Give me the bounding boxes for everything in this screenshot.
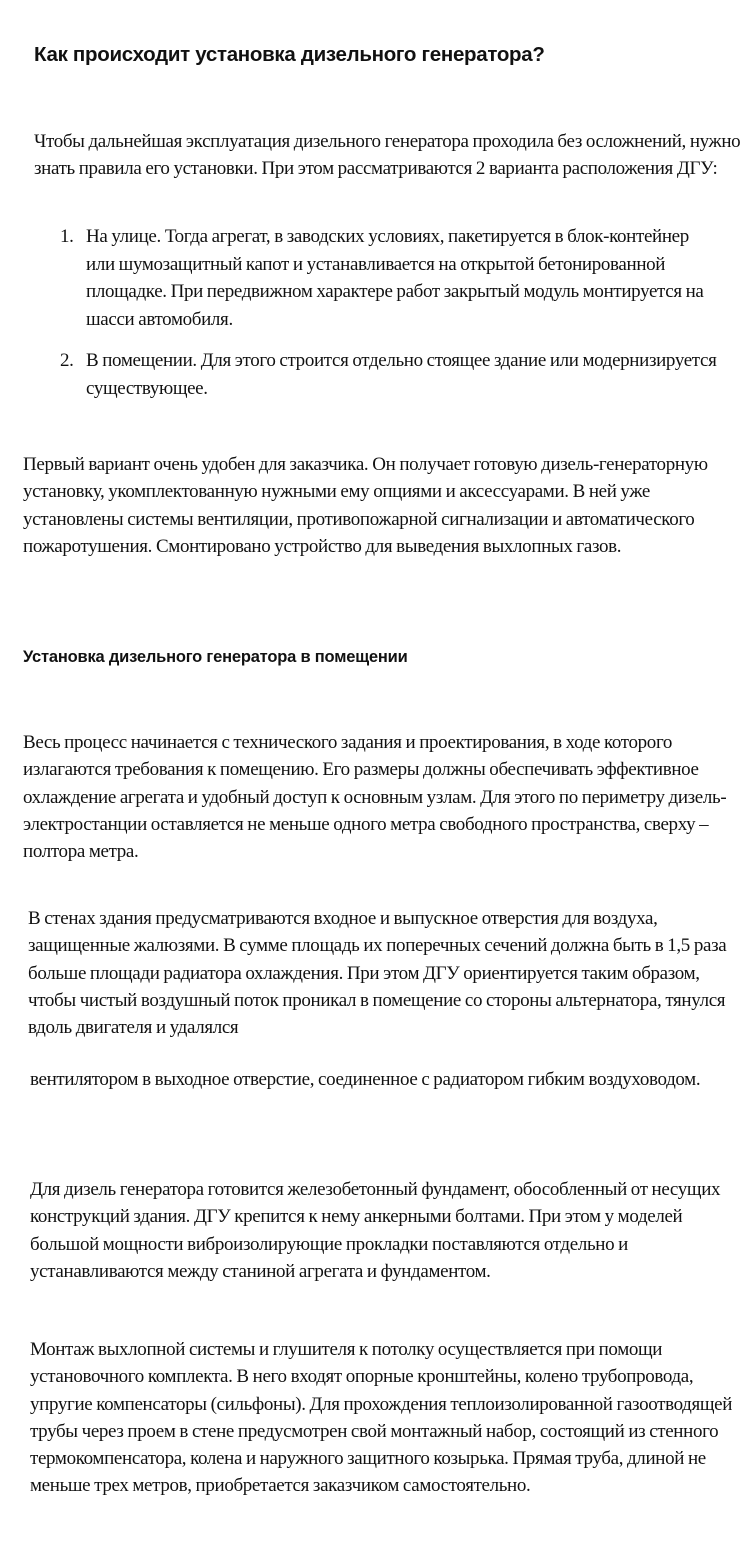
list-item-number: 1. <box>60 226 74 247</box>
list-item-text: На улице. Тогда агрегат, в заводских условиях, пакетируется в блок-контейнер или шумозащитный капот и устанавливается на открытой бетонированной площадке. При передвижном характере работ закрытый модуль монтируется на шасси автомобиля. <box>86 226 704 330</box>
fan-paragraph: вентилятором в выходное отверстие, соединенное с радиатором гибким воздуховодом. <box>30 1069 701 1090</box>
list-item <box>60 347 720 402</box>
placement-options-list <box>60 223 720 402</box>
list-item-text: В помещении. Для этого строится отдельно стоящее здание или модернизируется существующее. <box>86 350 717 399</box>
intro-paragraph: Чтобы дальнейшая эксплуатация дизельного генератора проходила без осложнений, нужно знать правила его установки. При этом рассматриваются 2 варианта расположения ДГУ: <box>34 131 741 180</box>
exhaust-paragraph: Монтаж выхлопной системы и глушителя к потолку осуществляется при помощи установочного комплекта. В него входят опорные кронштейны, колено трубопровода, упругие компенсаторы (сильфоны). Для прохождения теплоизолированной газоотводящей трубы через проем в стене предусмотрен свой монтажный набор, состоящий из стенного термокомпенсатора, колена и наружного защитного козырька. Прямая труба, длиной не меньше трех метров, приобретается заказчиком самостоятельно. <box>30 1339 733 1497</box>
walls-paragraph: В стенах здания предусматриваются входное и выпускное отверстия для воздуха, защищенные жалюзями. В сумме площадь их поперечных сечений должна быть в 1,5 раза больше площади радиатора охлаждения. При этом ДГУ ориентируется таким образом, чтобы чистый воздушный поток проникал в помещение со стороны альтернатора, тянулся вдоль двигателя и удалялся <box>28 908 727 1039</box>
section-heading: Установка дизельного генератора в помещении <box>23 648 408 666</box>
list-item-number: 2. <box>60 350 74 371</box>
first-variant-paragraph: Первый вариант очень удобен для заказчика. Он получает готовую дизель-генераторную установку, укомплектованную нужными ему опциями и аксессуарами. В ней уже установлены системы вентиляции, противопожарной сигнализации и автоматического пожаротушения. Смонтировано устройство для выведения выхлопных газов. <box>23 454 708 557</box>
page-title: Как происходит установка дизельного генератора? <box>34 43 545 66</box>
list-item <box>60 223 720 333</box>
process-paragraph: Весь процесс начинается с технического задания и проектирования, в ходе которого излагаются требования к помещению. Его размеры должны обеспечивать эффективное охлаждение агрегата и удобный доступ к основным узлам. Для этого по периметру дизель-электростанции оставляется не меньше одного метра свободного пространства, сверху – полтора метра. <box>23 732 727 863</box>
foundation-paragraph: Для дизель генератора готовится железобетонный фундамент, обособленный от несущих конструкций здания. ДГУ крепится к нему анкерными болтами. При этом у моделей большой мощности виброизолирующие прокладки поставляются отдельно и устанавливаются между станиной агрегата и фундаментом. <box>30 1179 721 1282</box>
